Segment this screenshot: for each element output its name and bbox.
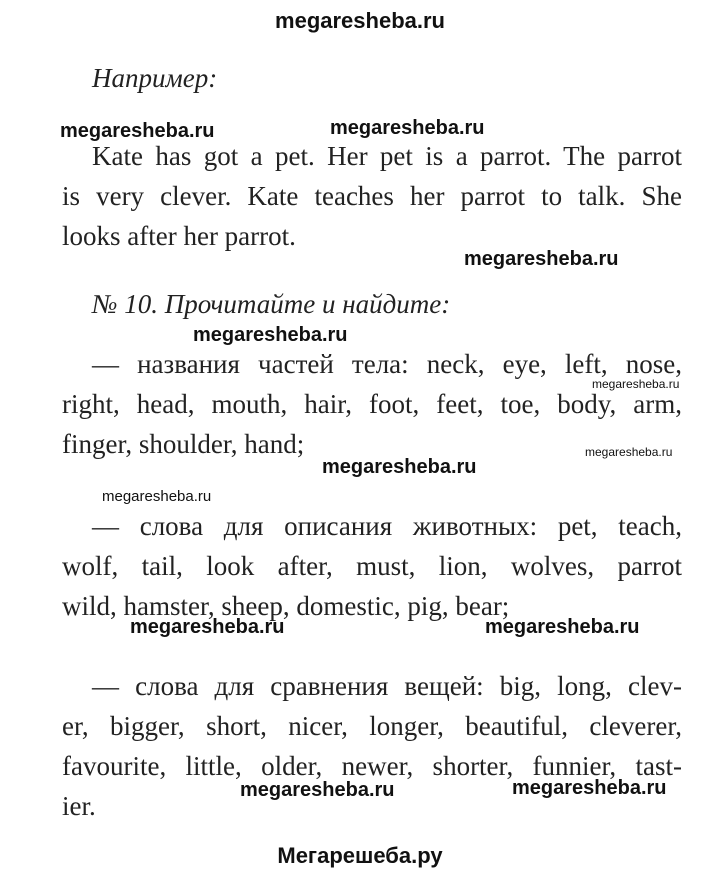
watermark: megaresheba.ru xyxy=(240,779,395,801)
watermark: megaresheba.ru xyxy=(330,117,485,139)
exercise-title: № 10. Прочитайте и найдите: xyxy=(92,289,451,319)
body-parts-line-3: finger, shoulder, hand; xyxy=(62,429,305,459)
animals-line-2: wolf, tail, look after, must, lion, wolves, parrot xyxy=(62,551,682,581)
watermark: megaresheba.ru xyxy=(130,616,285,638)
watermark: megaresheba.ru xyxy=(485,616,640,638)
site-footer: Мегарешеба.ру xyxy=(277,843,443,868)
watermark: megaresheba.ru xyxy=(193,324,348,346)
animals-line-3: wild, hamster, sheep, domestic, pig, bear; xyxy=(62,591,510,621)
watermark: megaresheba.ru xyxy=(512,777,667,799)
watermark: megaresheba.ru xyxy=(585,445,673,459)
comparison-line-3: favourite, little, older, newer, shorter, funnier, tast- xyxy=(62,751,682,781)
watermark: megaresheba.ru xyxy=(592,377,680,391)
example-label: Например: xyxy=(92,63,218,93)
example-line-2: is very clever. Kate teaches her parrot to talk. She xyxy=(62,181,682,211)
site-header: megaresheba.ru xyxy=(275,8,445,33)
watermark: megaresheba.ru xyxy=(102,488,212,505)
example-line-3: looks after her parrot. xyxy=(62,221,296,251)
body-parts-line-1: — названия частей тела: neck, eye, left, nose, xyxy=(92,349,682,379)
animals-line-1: — слова для описания животных: pet, teach, xyxy=(92,511,682,541)
watermark: megaresheba.ru xyxy=(60,120,215,142)
comparison-line-1: — слова для сравнения вещей: big, long, clev- xyxy=(92,671,682,701)
watermark: megaresheba.ru xyxy=(322,456,477,478)
watermark: megaresheba.ru xyxy=(464,248,619,270)
body-parts-line-2: right, head, mouth, hair, foot, feet, toe, body, arm, xyxy=(62,389,682,419)
comparison-line-2: er, bigger, short, nicer, longer, beautiful, cleverer, xyxy=(62,711,682,741)
comparison-line-4: ier. xyxy=(62,791,96,821)
example-line-1: Kate has got a pet. Her pet is a parrot. The parrot xyxy=(92,141,682,171)
